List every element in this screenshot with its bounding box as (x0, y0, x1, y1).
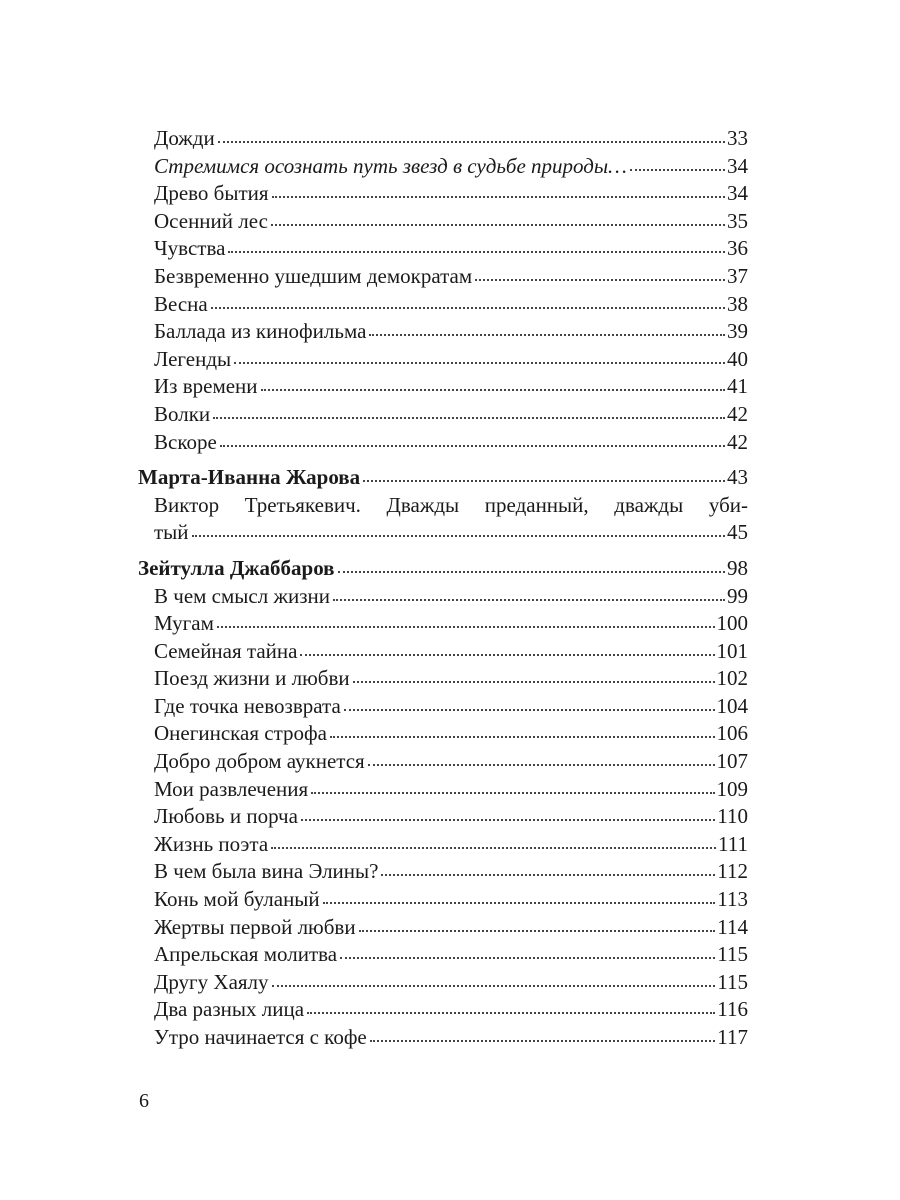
dot-leader (220, 445, 725, 447)
toc-entry[interactable] (138, 208, 748, 236)
toc-entry[interactable] (138, 583, 748, 611)
dot-leader (272, 985, 716, 987)
toc-entry-title: Жертвы первой любви (154, 914, 356, 939)
toc-entry-title-line1[interactable]: Виктор Третьякевич. Дважды преданный, дважды уби- (154, 492, 748, 517)
page-number: 6 (139, 1090, 149, 1112)
toc-entry-page: 112 (717, 859, 748, 884)
toc-entry-title: Жизнь поэта (154, 831, 269, 856)
toc-entry-page: 45 (727, 520, 748, 545)
toc-entry-title: Другу Хаялу (154, 969, 269, 994)
dot-leader (272, 196, 725, 198)
toc-entry[interactable] (138, 748, 748, 776)
toc-entry-page: 106 (716, 721, 748, 746)
dot-leader (370, 1040, 716, 1042)
dot-leader (333, 599, 725, 601)
toc-entry-page: 115 (717, 942, 748, 967)
toc-entry-title: Добро добром аукнется (154, 749, 365, 774)
toc-entry-page: 34 (727, 153, 748, 178)
toc-entry[interactable] (138, 941, 748, 969)
toc-entry[interactable] (138, 638, 748, 666)
toc-entry-page: 116 (717, 997, 748, 1022)
toc-entry-title: Осенний лес (154, 208, 268, 233)
toc-entry-page: 37 (727, 263, 748, 288)
dot-leader (369, 334, 725, 336)
toc-entry-page: 100 (716, 611, 748, 636)
dot-leader (475, 279, 725, 281)
toc-entry-page: 117 (717, 1025, 748, 1049)
toc-entry-page: 114 (717, 914, 748, 939)
toc-entry-title: Весна (154, 291, 208, 316)
toc-entry[interactable] (138, 180, 748, 208)
toc-author-page: 98 (727, 555, 748, 580)
toc-entry-page: 40 (727, 346, 748, 371)
toc-entry-title: Дожди (154, 126, 215, 150)
toc-entry-title: Из времени (154, 374, 258, 399)
dot-leader (261, 389, 725, 391)
toc-entry[interactable] (138, 886, 748, 914)
toc-entry[interactable] (138, 996, 748, 1024)
dot-leader (353, 681, 715, 683)
toc-entry-page: 39 (727, 319, 748, 344)
toc-entry-title: Стремимся осознать путь звезд в судьбе природы… (154, 153, 627, 178)
dot-leader (381, 874, 715, 876)
toc-entry[interactable] (138, 291, 748, 319)
toc-entry[interactable] (138, 235, 748, 263)
toc-entry-page: 38 (727, 291, 748, 316)
toc-entry-title: Вскоре (154, 429, 217, 454)
toc-entry-title: Баллада из кинофильма (154, 319, 367, 344)
toc-entry-title: Утро начинается с кофе (154, 1025, 367, 1049)
toc-entry[interactable] (138, 831, 748, 859)
toc-entry[interactable] (138, 776, 748, 804)
toc-entry[interactable] (138, 318, 748, 346)
toc-entry[interactable] (138, 346, 748, 374)
toc-entry-page: 113 (717, 887, 748, 912)
toc-entry-title: В чем была вина Элины? (154, 859, 379, 884)
toc-entry-page: 99 (727, 583, 748, 608)
table-of-contents (138, 125, 748, 1052)
toc-entry[interactable] (138, 429, 748, 457)
toc-author-entry[interactable] (138, 464, 748, 492)
toc-entry[interactable] (138, 519, 748, 547)
dot-leader (344, 709, 715, 711)
dot-leader (213, 417, 725, 419)
toc-entry[interactable] (138, 720, 748, 748)
dot-leader (311, 792, 714, 794)
dot-leader (301, 819, 715, 821)
toc-author-name: Зейтулла Джаббаров (138, 555, 335, 580)
toc-entry-page: 41 (727, 374, 748, 399)
toc-entry-page: 109 (716, 776, 748, 801)
toc-entry-title: Древо бытия (154, 181, 269, 206)
dot-leader (307, 1012, 715, 1014)
dot-leader (211, 307, 725, 309)
toc-entry-title: Безвременно ушедшим демократам (154, 263, 473, 288)
toc-entry-page: 34 (727, 181, 748, 206)
toc-author-entry[interactable] (138, 555, 748, 583)
toc-entry-title: Волки (154, 401, 211, 426)
dot-leader (192, 535, 725, 537)
toc-entry[interactable] (138, 969, 748, 997)
toc-entry-title-line2: тый (154, 520, 189, 545)
dot-leader (217, 626, 715, 628)
toc-entry[interactable] (138, 665, 748, 693)
toc-entry-page: 35 (727, 208, 748, 233)
dot-leader (271, 224, 725, 226)
toc-entry-title: Апрельская молитва (154, 942, 338, 967)
dot-leader (330, 736, 715, 738)
toc-entry[interactable] (138, 153, 748, 181)
toc-entry-title: Легенды (154, 346, 232, 371)
dot-leader (363, 480, 725, 482)
toc-entry[interactable] (138, 263, 748, 291)
dot-leader (323, 902, 716, 904)
toc-entry[interactable] (138, 1024, 748, 1052)
dot-leader (271, 847, 716, 849)
toc-entry[interactable] (138, 914, 748, 942)
toc-entry-title: Где точка невозврата (154, 693, 341, 718)
toc-author-page: 43 (727, 465, 748, 490)
toc-entry-title: Онегинская строфа (154, 721, 327, 746)
toc-entry[interactable] (138, 401, 748, 429)
dot-leader (218, 141, 725, 143)
toc-entry-title: Два разных лица (154, 997, 305, 1022)
toc-entry-title: Семейная тайна (154, 638, 298, 663)
toc-entry-title: В чем смысл жизни (154, 583, 330, 608)
toc-entry-title: Мугам (154, 611, 214, 636)
toc-entry-title: Чувства (154, 236, 226, 261)
toc-entry-page: 102 (716, 666, 748, 691)
toc-entry-page: 36 (727, 236, 748, 261)
toc-entry[interactable] (138, 803, 748, 831)
toc-entry-title: Поезд жизни и любви (154, 666, 350, 691)
toc-author-name: Марта-Иванна Жарова (138, 465, 361, 490)
dot-leader (340, 957, 715, 959)
toc-entry-page: 104 (716, 693, 748, 718)
toc-entry[interactable] (138, 373, 748, 401)
toc-entry-page: 107 (716, 749, 748, 774)
toc-entry-page: 115 (717, 969, 748, 994)
toc-entry-page: 111 (718, 831, 748, 856)
toc-entry[interactable] (138, 125, 748, 153)
dot-leader (234, 362, 725, 364)
dot-leader (359, 930, 716, 932)
toc-entry-page: 33 (727, 126, 748, 150)
toc-entry-page: 110 (717, 804, 748, 829)
dot-leader (300, 654, 714, 656)
toc-entry-page: 42 (727, 401, 748, 426)
dot-leader (338, 571, 725, 573)
dot-leader (228, 251, 725, 253)
toc-entry[interactable] (138, 693, 748, 721)
dot-leader (368, 764, 715, 766)
dot-leader (630, 169, 725, 171)
toc-entry[interactable] (138, 858, 748, 886)
toc-entry-page: 101 (716, 638, 748, 663)
toc-entry-page: 42 (727, 429, 748, 454)
toc-entry[interactable] (138, 610, 748, 638)
toc-entry-title: Любовь и порча (154, 804, 298, 829)
toc-entry-title: Мои развлечения (154, 776, 309, 801)
toc-entry-title: Конь мой буланый (154, 887, 320, 912)
